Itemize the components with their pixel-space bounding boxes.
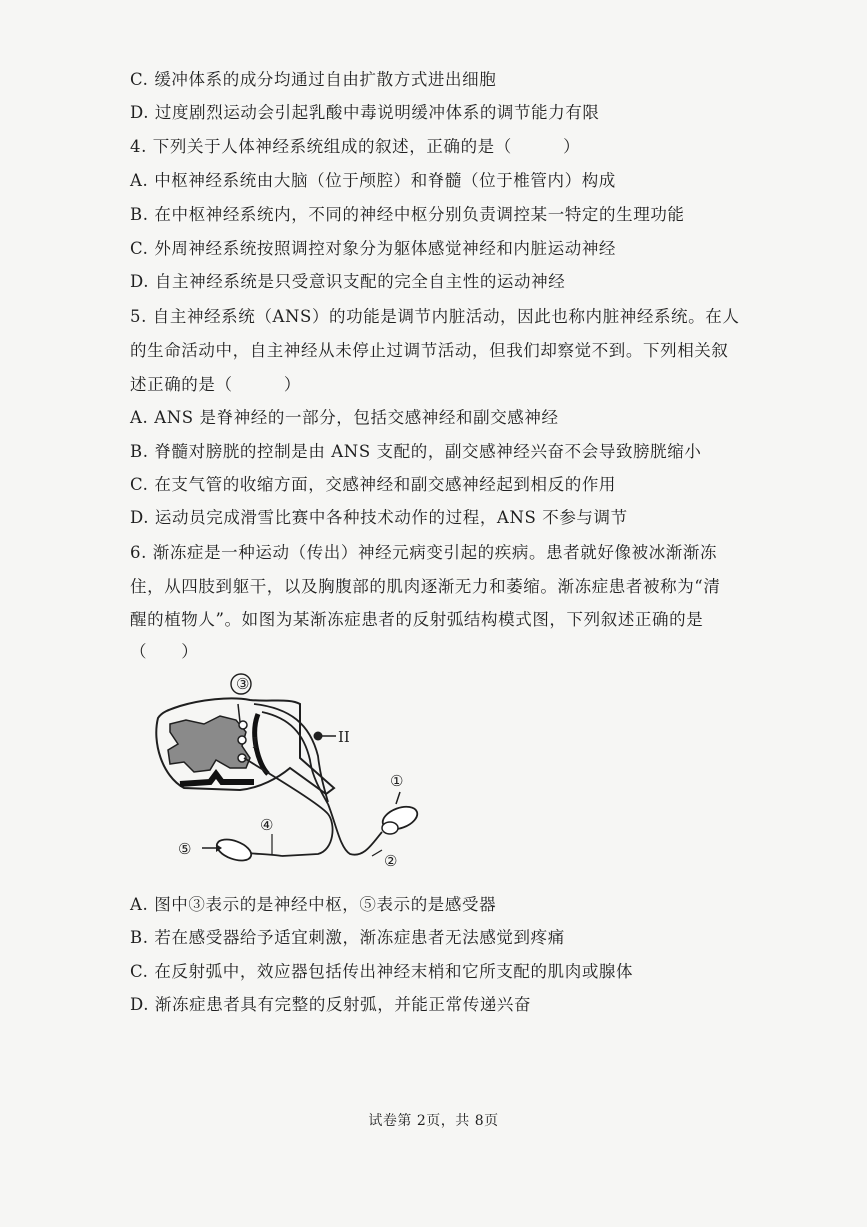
question-5-stem: 的生命活动中，自主神经从未停止过调节活动，但我们却察觉不到。下列相关叙 bbox=[130, 341, 729, 360]
question-6-option-d: D. 渐冻症患者具有完整的反射弧，并能正常传递兴奋 bbox=[130, 995, 532, 1014]
question-4-option-a: A. 中枢神经系统由大脑（位于颅腔）和脊髓（位于椎管内）构成 bbox=[130, 171, 616, 190]
question-5-option-a: A. ANS 是脊神经的一部分，包括交感神经和副交感神经 bbox=[130, 408, 559, 427]
question-4-stem: 4. 下列关于人体神经系统组成的叙述，正确的是（ ） bbox=[130, 137, 581, 156]
question-6-stem: 醒的植物人”。如图为某渐冻症患者的反射弧结构模式图，下列叙述正确的是 bbox=[130, 610, 704, 629]
label-4: ④ bbox=[260, 816, 274, 834]
question-4-option-c: C. 外周神经系统按照调控对象分为躯体感觉神经和内脏运动神经 bbox=[130, 239, 617, 258]
question-5-stem: 5. 自主神经系统（ANS）的功能是调节内脏活动，因此也称内脏神经系统。在人 bbox=[130, 307, 740, 326]
question-4-option-b: B. 在中枢神经系统内，不同的神经中枢分别负责调控某一特定的生理功能 bbox=[130, 205, 685, 224]
reflex-arc-diagram bbox=[150, 664, 440, 880]
label-3: ③ bbox=[236, 675, 250, 693]
question-5-option-b: B. 脊髓对膀胱的控制是由 ANS 支配的，副交感神经兴奋不会导致膀胱缩小 bbox=[130, 442, 702, 461]
page-footer: 试卷第 2页，共 8页 bbox=[368, 1113, 499, 1129]
question-6-option-c: C. 在反射弧中，效应器包括传出神经末梢和它所支配的肌肉或腺体 bbox=[130, 962, 634, 981]
question-6-stem: （ ） bbox=[130, 642, 199, 661]
question-6-option-a: A. 图中③表示的是神经中枢，⑤表示的是感受器 bbox=[130, 895, 497, 914]
label-1: ① bbox=[390, 772, 404, 790]
question-5-option-c: C. 在支气管的收缩方面，交感神经和副交感神经起到相反的作用 bbox=[130, 475, 617, 494]
label-region-1: I bbox=[252, 734, 258, 752]
question-6-option-b: B. 若在感受器给予适宜刺激，渐冻症患者无法感觉到疼痛 bbox=[130, 928, 565, 947]
question-4-option-d: D. 自主神经系统是只受意识支配的完全自主性的运动神经 bbox=[130, 272, 566, 291]
label-region-2: II bbox=[338, 728, 350, 746]
question-6-stem: 6. 渐冻症是一种运动（传出）神经元病变引起的疾病。患者就好像被冰渐渐冻 bbox=[130, 543, 718, 562]
label-5: ⑤ bbox=[178, 840, 192, 858]
label-2: ② bbox=[384, 852, 398, 870]
question-5-stem: 述正确的是（ ） bbox=[130, 375, 301, 394]
question-5-option-d: D. 运动员完成滑雪比赛中各种技术动作的过程，ANS 不参与调节 bbox=[130, 508, 628, 527]
text-line: C. 缓冲体系的成分均通过自由扩散方式进出细胞 bbox=[130, 70, 497, 89]
text-line: D. 过度剧烈运动会引起乳酸中毒说明缓冲体系的调节能力有限 bbox=[130, 103, 600, 122]
question-6-stem: 住，从四肢到躯干，以及胸腹部的肌肉逐渐无力和萎缩。渐冻症患者被称为“清 bbox=[130, 577, 721, 596]
